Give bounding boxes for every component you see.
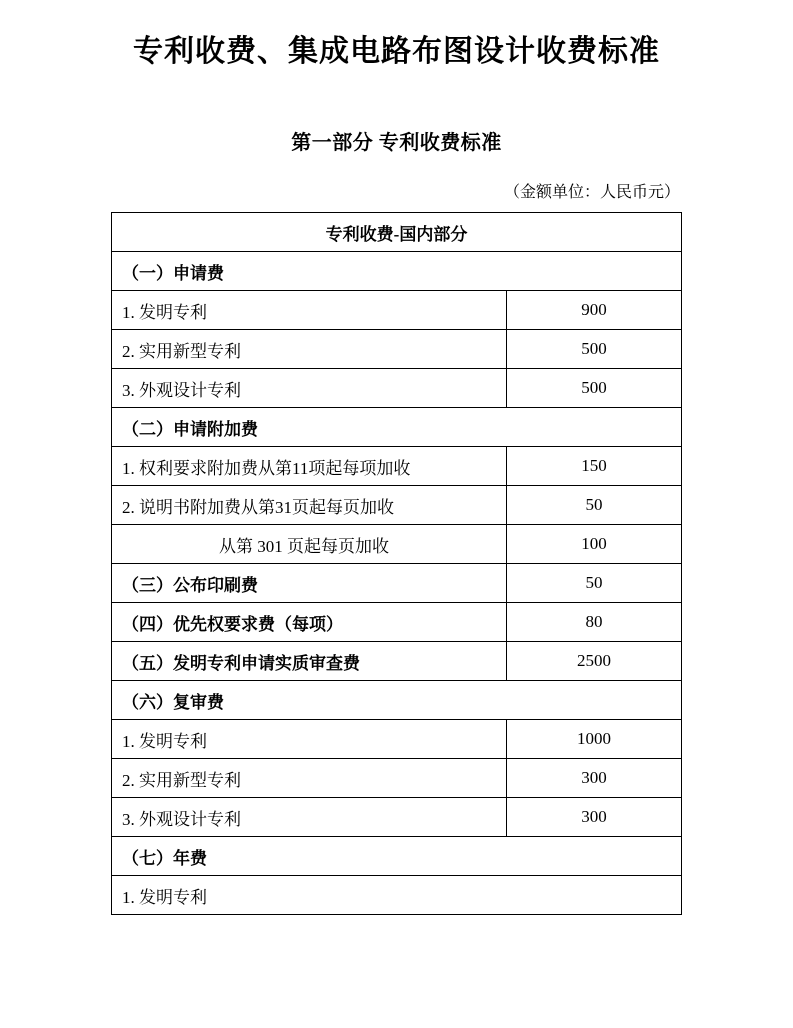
fee-table-body	[111, 213, 681, 915]
table-row	[111, 837, 681, 876]
table-row	[111, 525, 681, 564]
fee-item-label: 2. 实用新型专利	[111, 330, 506, 369]
table-row	[111, 798, 681, 837]
document-page	[0, 26, 793, 1028]
fee-item-amount: 500	[506, 330, 681, 369]
fee-item-amount: 2500	[506, 642, 681, 681]
fee-item-amount: 150	[506, 447, 681, 486]
table-row	[111, 681, 681, 720]
table-row	[111, 876, 681, 915]
table-row	[111, 603, 681, 642]
patent-fee-table	[111, 212, 682, 915]
fee-item-label: 从第 301 页起每页加收	[111, 525, 506, 564]
fee-item-amount: 500	[506, 369, 681, 408]
fee-item-amount: 300	[506, 759, 681, 798]
table-row	[111, 447, 681, 486]
page-title: 专利收费、集成电路布图设计收费标准	[133, 35, 660, 68]
table-header-cell: 专利收费-国内部分	[111, 213, 681, 252]
fee-item-label: 3. 外观设计专利	[111, 798, 506, 837]
currency-unit-note: （金额单位：人民币元）	[503, 184, 680, 201]
table-row	[111, 369, 681, 408]
fee-item-label: （六）复审费	[111, 681, 681, 720]
table-row	[111, 330, 681, 369]
table-row	[111, 564, 681, 603]
table-row	[111, 759, 681, 798]
table-row	[111, 291, 681, 330]
fee-item-label: （七）年费	[111, 837, 681, 876]
table-row	[111, 486, 681, 525]
fee-item-amount: 300	[506, 798, 681, 837]
fee-item-label: （五）发明专利申请实质审查费	[111, 642, 506, 681]
table-row	[111, 642, 681, 681]
fee-item-label: 2. 说明书附加费从第31页起每页加收	[111, 486, 506, 525]
fee-item-label: 2. 实用新型专利	[111, 759, 506, 798]
fee-item-amount: 900	[506, 291, 681, 330]
fee-item-label: 1. 发明专利	[111, 876, 681, 915]
fee-item-label: 3. 外观设计专利	[111, 369, 506, 408]
table-row	[111, 408, 681, 447]
table-header-row	[111, 213, 681, 252]
fee-item-amount: 1000	[506, 720, 681, 759]
fee-item-label: （三）公布印刷费	[111, 564, 506, 603]
section-title: 第一部分 专利收费标准	[291, 132, 502, 154]
fee-item-amount: 50	[506, 486, 681, 525]
table-row	[111, 720, 681, 759]
fee-item-label: 1. 发明专利	[111, 720, 506, 759]
fee-item-label: （四）优先权要求费（每项）	[111, 603, 506, 642]
fee-item-label: 1. 发明专利	[111, 291, 506, 330]
fee-item-label: 1. 权利要求附加费从第11项起每项加收	[111, 447, 506, 486]
fee-item-label: （一）申请费	[111, 252, 681, 291]
table-row	[111, 252, 681, 291]
fee-item-amount: 80	[506, 603, 681, 642]
fee-item-amount: 100	[506, 525, 681, 564]
fee-item-amount: 50	[506, 564, 681, 603]
fee-item-label: （二）申请附加费	[111, 408, 681, 447]
